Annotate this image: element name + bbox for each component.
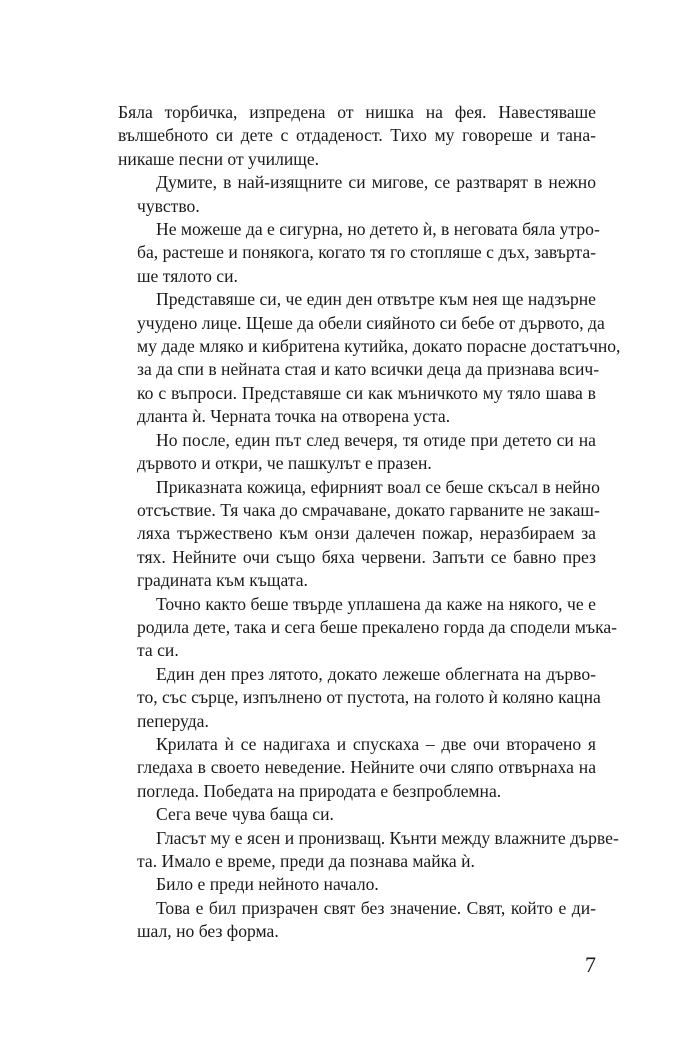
text-line: вълшебното си дете с отдаденост. Тихо му говореше и тана- [118, 125, 596, 146]
paragraph [118, 733, 596, 803]
text-line: му даде мляко и кибритена кутийка, докато порасне достатъчно, [137, 336, 621, 357]
paragraph [118, 663, 601, 733]
text-line: никаше песни от училище. [118, 148, 320, 169]
text-line: учудено лице. Щеше да обели сияйното си бебе от дървото, да [137, 312, 605, 333]
text-line: Било е преди нейното начало. [156, 874, 379, 895]
paragraph [118, 429, 596, 476]
text-line: за да спи в нейната стая и като всички деца да признава всич- [137, 359, 600, 380]
text-line: пеперуда. [137, 710, 209, 731]
text-line: градината към къщата. [137, 570, 308, 591]
text-line: Представяше си, че един ден отвътре към нея ще надзърне [156, 289, 596, 310]
paragraph [118, 171, 596, 218]
text-line: гледаха в своето неведение. Нейните очи сляпо отвърнаха на [137, 757, 596, 778]
text-line: Гласът му е ясен и пронизващ. Кънти между влажните дърве- [156, 827, 619, 848]
text-line: Бяла торбичка, изпредена от нишка на фея. Навестяваше [118, 102, 596, 122]
paragraph [118, 476, 600, 593]
text-line: дървото и откри, че пашкулът е празен. [137, 453, 432, 474]
paragraph [118, 873, 596, 896]
text-line: шал, но без форма. [137, 921, 279, 942]
paragraph [118, 827, 619, 874]
text-line: погледа. Победата на природата е безпроблемна. [137, 780, 502, 801]
text-line: Не можеше да е сигурна, но детето ѝ, в неговата бяла утро- [156, 219, 600, 240]
text-line: Приказната кожица, ефирният воал се беше скъсал в нейно [156, 476, 600, 497]
text-line: та. Имало е време, преди да познава майка ѝ. [137, 851, 475, 871]
text-line: Сега вече чува баща си. [156, 804, 334, 825]
body-text [118, 101, 621, 944]
paragraph [118, 803, 596, 826]
text-line: ба, растеше и понякога, когато тя го стопляше с дъх, завърта- [137, 242, 596, 263]
paragraph [118, 288, 621, 428]
text-line: то, със сърце, изпълнено от пустота, на голото ѝ коляно кацна [137, 687, 601, 708]
text-line: ше тялото си. [137, 265, 238, 286]
text-line: Думите, в най-изящните си мигове, се разтварят в нежно [156, 172, 596, 193]
text-line: родила дете, така и сега беше прекалено горда да сподели мъка- [137, 616, 618, 637]
text-line: дланта ѝ. Черната точка на отворена уста. [137, 406, 451, 427]
page-number: 7 [585, 952, 596, 977]
text-line: Това е бил призрачен свят без значение. Свят, който е ди- [156, 897, 596, 918]
text-line: Един ден през лятото, докато лежеше облегната на дърво- [156, 663, 596, 684]
text-line: отсъствие. Тя чака до смрачаване, докато гарваните не закаш- [137, 499, 600, 520]
text-line: тях. Нейните очи също бяха червени. Запъти се бавно през [137, 546, 596, 567]
text-line: ляха тържествено към онзи далечен пожар, неразбираем за [137, 523, 596, 544]
paragraph [118, 101, 596, 171]
text-line: та си. [137, 640, 179, 661]
text-line: Точно както беше твърде уплашена да каже на някого, че е [156, 593, 596, 614]
text-line: чувство. [137, 195, 200, 216]
paragraph [118, 897, 596, 944]
text-line: Но после, един път след вечеря, тя отиде при детето си на [156, 429, 596, 450]
paragraph [118, 593, 618, 663]
text-line: Крилата ѝ се надигаха и спускаха – две очи вторачено я [156, 733, 596, 754]
paragraph [118, 218, 600, 288]
text-line: ко с въпроси. Представяше си как мъничкото му тяло шава в [137, 382, 596, 403]
